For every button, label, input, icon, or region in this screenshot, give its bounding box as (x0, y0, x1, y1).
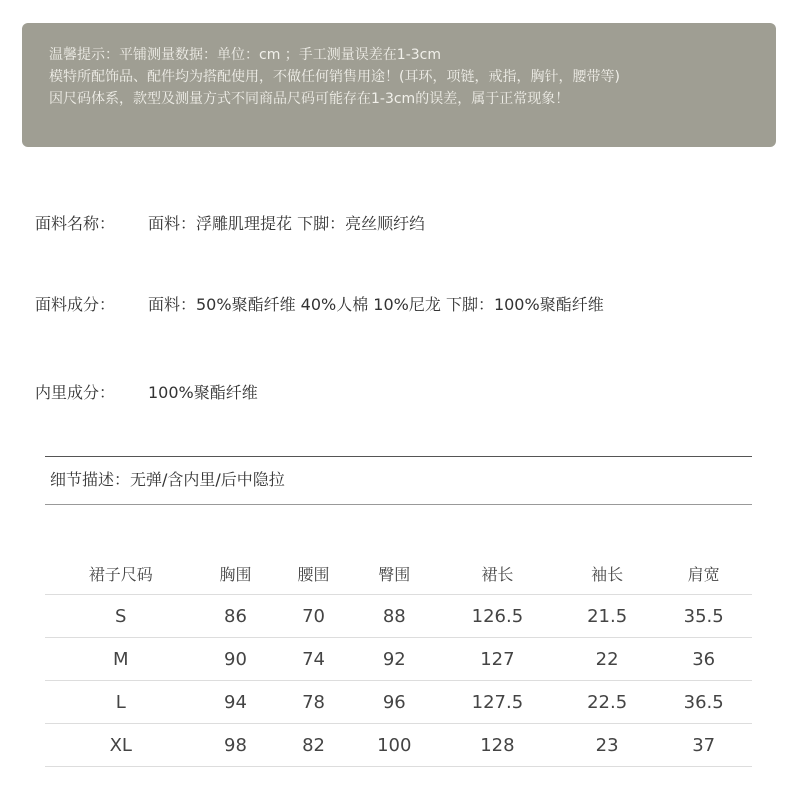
table-cell: 36.5 (655, 681, 752, 724)
table-row (45, 681, 752, 724)
notice-banner (22, 23, 776, 147)
lining-label: 内里成分： (35, 383, 116, 402)
fabric-name-row (35, 211, 425, 234)
notice-line: 温馨提示：平铺测量数据：单位：cm ；手工测量误差在1-3cm (49, 47, 441, 63)
table-cell: 96 (353, 681, 436, 724)
column-header: 腰围 (275, 552, 353, 595)
fabric-name-value: 面料：浮雕肌理提花 下脚：亮丝顺纡绉 (148, 214, 426, 233)
column-header: 胸围 (196, 552, 274, 595)
table-cell: S (45, 595, 196, 638)
fabric-composition-value: 面料：50%聚酯纤维 40%人棉 10%尼龙 下脚：100%聚酯纤维 (148, 295, 604, 314)
table-cell: 35.5 (655, 595, 752, 638)
column-header: 袖长 (559, 552, 656, 595)
table-cell: XL (45, 724, 196, 767)
table-cell: 70 (275, 595, 353, 638)
table-cell: 86 (196, 595, 274, 638)
table-header-row (45, 552, 752, 595)
column-header: 肩宽 (655, 552, 752, 595)
column-header: 裙长 (436, 552, 559, 595)
table-cell: 94 (196, 681, 274, 724)
table-cell: 37 (655, 724, 752, 767)
table-cell: 92 (353, 638, 436, 681)
column-header: 臀围 (353, 552, 436, 595)
size-table (45, 552, 752, 767)
table-row (45, 595, 752, 638)
table-cell: L (45, 681, 196, 724)
fabric-composition-row (35, 292, 604, 315)
fabric-composition-label: 面料成分： (35, 295, 116, 314)
notice-line: 因尺码体系，款型及测量方式不同商品尺码可能存在1-3cm的误差，属于正常现象！ (49, 91, 570, 107)
table-cell: 90 (196, 638, 274, 681)
table-cell: 22 (559, 638, 656, 681)
table-cell: 82 (275, 724, 353, 767)
table-cell: 126.5 (436, 595, 559, 638)
table-row (45, 638, 752, 681)
detail-description: 细节描述：无弹/含内里/后中隐拉 (45, 456, 752, 505)
table-row (45, 724, 752, 767)
table-cell: 36 (655, 638, 752, 681)
table-cell: 127.5 (436, 681, 559, 724)
table-cell: M (45, 638, 196, 681)
table-cell: 128 (436, 724, 559, 767)
table-cell: 78 (275, 681, 353, 724)
notice-line: 模特所配饰品、配件均为搭配使用，不做任何销售用途！(耳环，项链，戒指，胸针，腰带等) (49, 69, 620, 85)
table-cell: 23 (559, 724, 656, 767)
table-cell: 127 (436, 638, 559, 681)
table-cell: 88 (353, 595, 436, 638)
lining-value: 100%聚酯纤维 (148, 383, 258, 402)
table-cell: 21.5 (559, 595, 656, 638)
table-cell: 98 (196, 724, 274, 767)
table-cell: 74 (275, 638, 353, 681)
table-cell: 22.5 (559, 681, 656, 724)
fabric-name-label: 面料名称： (35, 214, 116, 233)
table-cell: 100 (353, 724, 436, 767)
column-header: 裙子尺码 (45, 552, 196, 595)
lining-row (35, 380, 258, 403)
